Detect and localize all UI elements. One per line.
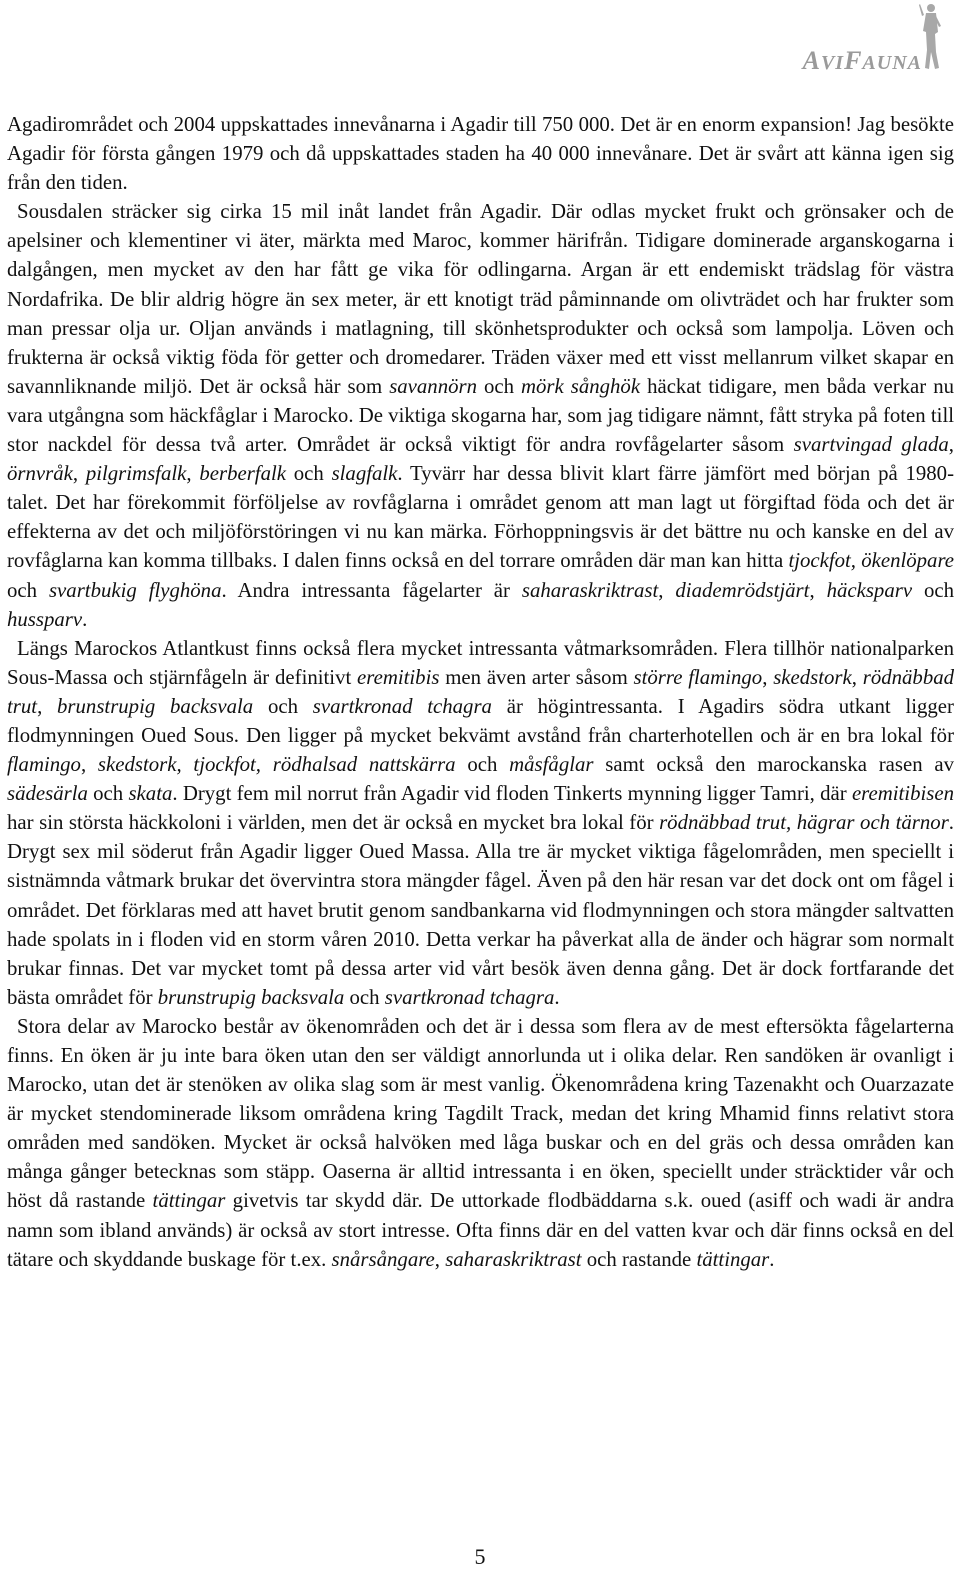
species-name: rödnäbbad trut [7, 665, 955, 718]
text-run: Agadirområdet och 2004 uppskattades innevånarna i Agadir till 750 000. Det är en enorm expansion! Jag besökte Agadir för första gången 1979 och då uppskattades staden ha 40 000 innevånare. Det är svårt att känna igen sig från den tiden. [7, 113, 954, 195]
text-run: , [186, 462, 200, 486]
species-name: brunstrupig backsvala [157, 985, 345, 1009]
text-run: men även arter såsom [439, 665, 634, 689]
text-run: , [948, 433, 954, 457]
species-name: svartbukig flyghöna [48, 578, 222, 602]
species-name: tättingar [696, 1247, 770, 1271]
species-name: brunstrupig backsvala [57, 694, 254, 718]
avifauna-logo [764, 0, 954, 80]
species-name: slagfalk [331, 462, 398, 486]
text-run: och rastande [581, 1247, 697, 1271]
species-name: måsfåglar [509, 753, 594, 777]
text-run: , [658, 578, 676, 602]
species-name: örnvråk [7, 462, 73, 486]
species-name: häcksparv [826, 578, 913, 602]
text-run: Sousdalen sträcker sig cirka 15 mil inåt landet från Agadir. Där odlas mycket frukt och grönsaker och de apelsiner och klementiner vi äter, märkta med Maroc, kommer härifrån. Tidigare dominerade arganskogarna i dalgången, men mycket av den har fått ge vika för odlingarna. Argan är ett endemiskt trädslag för västra Nordafrika. De blir aldrig högre än sex meter, är ett knotigt träd påminnande om olivträdet och har frukter som man pressar olja ur. Oljan används i matlagning, till skönhetsprodukter och också som lampolja. Löven och frukterna är också viktig föda för getter och dromedarer. Träden växer med ett visst mellanrum vilket skapar en savannliknande miljö. Det är också här som [7, 200, 954, 398]
text-run: , [851, 665, 863, 689]
species-name: sädesärla [7, 782, 88, 806]
text-run: , [809, 578, 827, 602]
text-run: Längs Marockos Atlantkust finns också flera mycket intressanta våtmarksområden. Flera tillhör nationalparken Sous-Massa och stjärnfågeln är definitivt [7, 636, 954, 689]
species-name: flamingo [7, 753, 81, 777]
text-run: och [912, 578, 955, 602]
paragraph [7, 634, 954, 1012]
species-name: tättingar [152, 1189, 226, 1213]
article-body [7, 110, 954, 1274]
text-run: är högintressanta. I Agadirs södra utkant ligger flodmynningen Oued Sous. Den ligger på mycket bekvämt avstånd från charterhotellen och är en bra lokal för [7, 694, 954, 747]
text-run: . [82, 607, 88, 631]
species-name: saharaskriktrast [521, 578, 659, 602]
text-run: Stora delar av Marocko består av ökenområden och det är i dessa som flera av de mest eftersökta fågelarterna finns. En öken är ju inte bara öken utan den ser väldigt annorlunda ut i olika delar. Ren sandöken är ovanligt i Marocko, utan det är stenöken av olika slag som är mest vanlig. Ökenområdena kring Tazenakht och Ouarzazate är mycket stendominerade liksom områdena kring Tagdilt Track, medan det kring Mhamid finns relativt stora områden med sandöken. Mycket är också halvöken med låga buskar och en del gräs och dessa områden kan många gånger betecknas som stäpp. Oaserna är alltid intressanta i en öken, speciellt under sträcktider vår och höst då rastande [7, 1014, 954, 1213]
species-name: eremitibisen [851, 782, 954, 806]
text-run: samt också den marockanska rasen av [593, 753, 954, 777]
text-run: , [762, 665, 774, 689]
text-run: givetvis tar skydd där. De uttorkade flodbäddarna s.k. oued (asiff och wadi är andra namn som ibland används) är också av stort intresse. Ofta finns där en del vatten kvar och där finns också en del tätare och skyddande buskage för t.ex. [7, 1189, 954, 1271]
text-run: och [455, 753, 510, 777]
species-name: svartvingad glada [793, 433, 949, 457]
species-name: skedstork [773, 665, 852, 689]
text-run: , [434, 1247, 446, 1271]
text-run: och [7, 578, 49, 602]
text-run: . Tyvärr har dessa blivit klart färre jämfört med början på 1980-talet. Det har förekommit förföljelse av rovfåglarna i området genom att man lagt ut förgiftad föda och det är effekterna av det och miljöförstöringen vi nu kan märka. Förhoppningsvis är det bättre nu och kanske en del av rovfåglarna kan komma tillbaks. I dalen finns också en del torrare områden där man kan hitta [7, 462, 955, 573]
paragraph [7, 110, 954, 197]
text-run: och [477, 374, 522, 398]
text-run: häckat tidigare, men båda verkar nu vara utgångna som häckfåglar i Marocko. De viktiga skogarna har, som jag tidigare nämnt, fått stryka på foten till stor nackdel för dessa två arter. Området är också viktigt för andra rovfågelarter såsom [7, 374, 954, 457]
species-name: mörk sånghök [521, 374, 641, 398]
species-name: tjockfot, ökenlöpare [788, 549, 954, 573]
species-name: eremitibis [357, 665, 440, 689]
text-run: och [344, 985, 385, 1009]
species-name: berberfalk [199, 462, 286, 486]
text-run: . [769, 1247, 775, 1271]
species-name: savannörn [389, 374, 477, 398]
species-name: skedstork, tjockfot, rödhalsad nattskärra [97, 753, 456, 777]
species-name: pilgrimsfalk [85, 462, 187, 486]
text-run: och [253, 694, 313, 718]
text-run: . Andra intressanta fågelarter är [221, 578, 522, 602]
species-name: större flamingo [633, 665, 763, 689]
text-run: , [37, 694, 58, 718]
paragraph [7, 1012, 954, 1274]
text-run: har sin största häckkoloni i världen, men det är också en mycket bra lokal för [7, 811, 660, 835]
species-name: svartkronad tchagra [312, 694, 492, 718]
species-name: saharaskriktrast [445, 1247, 582, 1271]
paragraph [7, 197, 954, 633]
text-run: , [72, 462, 86, 486]
species-name: snårsångare [331, 1247, 435, 1271]
page-number: 5 [474, 1544, 486, 1569]
text-run: , [80, 753, 98, 777]
text-run: . Drygt sex mil söderut från Agadir ligger Oued Massa. Alla tre är mycket viktiga fågelområden, men speciellt i sistnämnda våtmark brukar det övervintra stora mängder fågel. Även på den här resan var det dock ont om fågel i området. Det förklaras med att havet brutit genom sandbankarna vid flodmynningen och stora mängder saltvatten hade spolats in i floden vid en storm våren 2010. Detta verkar ha påverkat alla de änder och hägrar som normalt brukar finnas. Det var mycket tomt på dessa arter vid vårt besök även denna gång. Det är dock fortfarande det bästa området för [7, 811, 954, 1009]
species-name: diademrödstjärt [675, 578, 810, 602]
text-run: . Drygt fem mil norrut från Agadir vid floden Tinkerts mynning ligger Tamri, där [172, 782, 852, 806]
species-name: skata [128, 782, 173, 806]
species-name: hussparv [7, 607, 83, 631]
text-run: och [87, 782, 129, 806]
logo-wordmark: AVIFAUNA [802, 46, 922, 75]
text-run: . [554, 985, 560, 1009]
species-name: rödnäbbad trut, hägrar och tärnor [659, 811, 949, 835]
text-run: och [285, 462, 332, 486]
species-name: svartkronad tchagra [384, 985, 555, 1009]
